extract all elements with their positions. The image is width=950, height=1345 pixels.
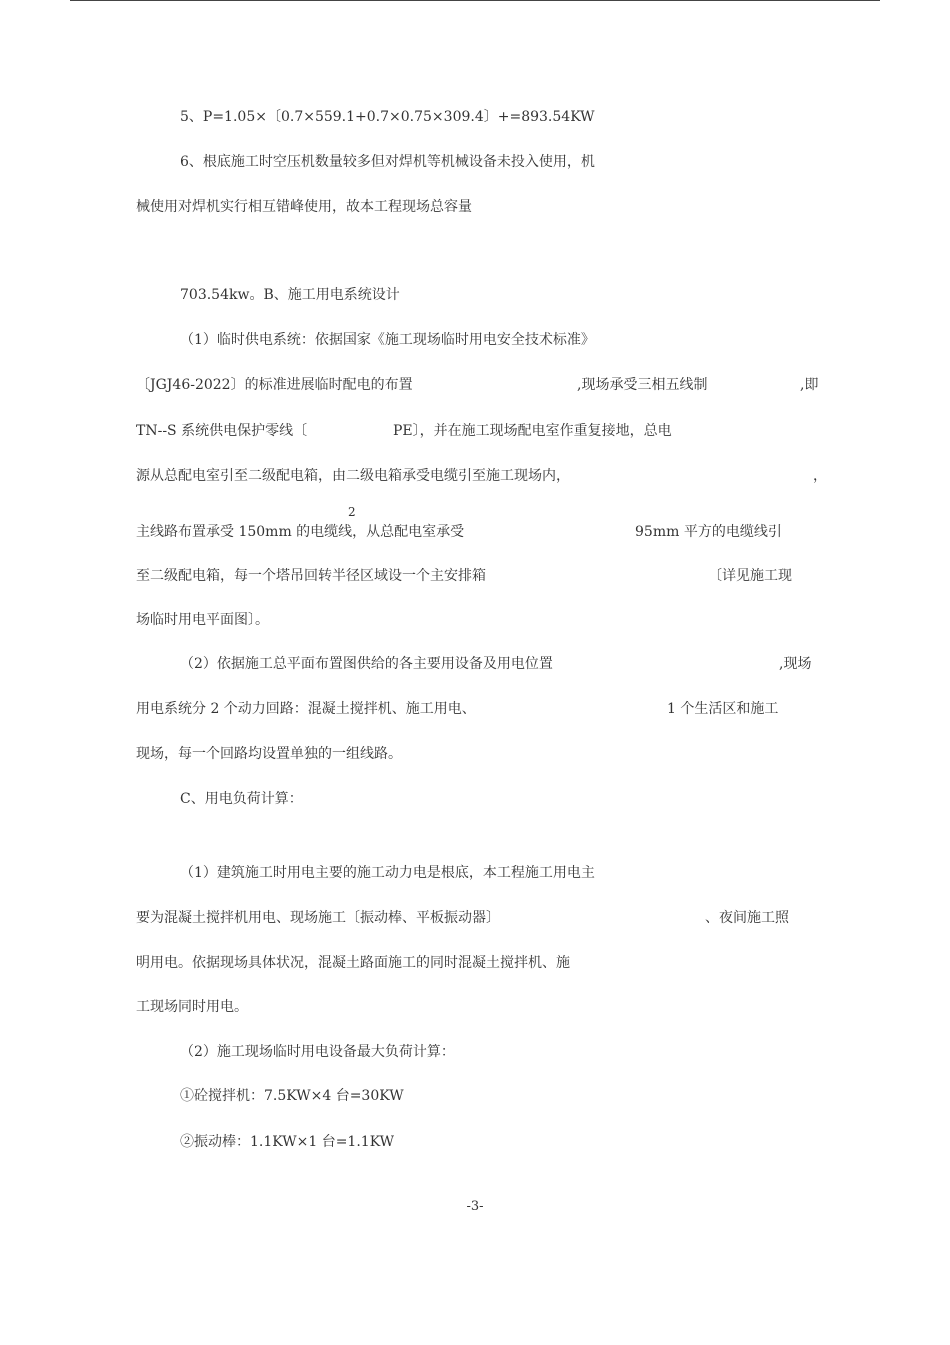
paragraph-line: TN--S 系统供电保护零线〔 xyxy=(136,423,308,439)
paragraph-line: ,即 xyxy=(800,377,819,393)
paragraph-line: ,现场承受三相五线制 xyxy=(577,377,708,393)
list-item: ②振动棒：1.1KW×1 台=1.1KW xyxy=(180,1134,395,1150)
paragraph-line: （1）建筑施工时用电主要的施工动力电是根底，本工程施工用电主 xyxy=(180,865,595,881)
paragraph-line: ， xyxy=(813,468,827,484)
paragraph-line: （2）依据施工总平面布置图供给的各主要用设备及用电位置 xyxy=(180,656,553,672)
paragraph-line: 〔JGJ46-2022〕的标准进展临时配电的布置 xyxy=(136,377,413,393)
paragraph-line: （1）临时供电系统：依据国家《施工现场临时用电安全技术标准》 xyxy=(180,332,595,348)
paragraph-line: 工现场同时用电。 xyxy=(136,999,248,1015)
paragraph-line: PE〕，并在施工现场配电室作重复接地，总电 xyxy=(393,423,672,439)
page-number: -3- xyxy=(466,1199,484,1214)
paragraph-line: 、夜间施工照 xyxy=(705,910,789,926)
paragraph-line: 1 个生活区和施工 xyxy=(667,701,779,717)
paragraph-line: ,现场 xyxy=(779,656,812,672)
paragraph-line: 〔详见施工现 xyxy=(708,568,792,584)
paragraph-line: 95mm 平方的电缆线引 xyxy=(635,524,782,540)
paragraph-line: 6、根底施工时空压机数量较多但对焊机等机械设备未投入使用，机 xyxy=(180,154,595,170)
list-item: ①砼搅拌机：7.5KW×4 台=30KW xyxy=(180,1088,404,1104)
header-rule xyxy=(70,0,880,1)
paragraph-line: 械使用对焊机实行相互错峰使用，故本工程现场总容量 xyxy=(136,199,472,215)
paragraph-line: （2）施工现场临时用电设备最大负荷计算： xyxy=(180,1044,455,1060)
paragraph-line: 源从总配电室引至二级配电箱，由二级电箱承受电缆引至施工现场内， xyxy=(136,468,570,484)
section-heading-b: 703.54kw。B、施工用电系统设计 xyxy=(180,287,400,303)
paragraph-line: 主线路布置承受 150mm 的电缆线，从总配电室承受 xyxy=(136,524,465,540)
paragraph-line: 明用电。依据现场具体状况，混凝土路面施工的同时混凝土搅拌机、施 xyxy=(136,955,570,971)
paragraph-line: 要为混凝土搅拌机用电、现场施工〔振动棒、平板振动器〕 xyxy=(136,910,500,926)
section-heading-c: C、用电负荷计算： xyxy=(180,791,303,807)
paragraph-line: 至二级配电箱，每一个塔吊回转半径区域设一个主安排箱 xyxy=(136,568,486,584)
superscript-2: 2 xyxy=(348,505,356,519)
paragraph-line: 现场，每一个回路均设置单独的一组线路。 xyxy=(136,746,402,762)
paragraph-line: 场临时用电平面图〕。 xyxy=(136,612,269,628)
formula-line: 5、P=1.05×〔0.7×559.1+0.7×0.75×309.4〕+=893.54KW xyxy=(180,109,595,125)
paragraph-line: 用电系统分 2 个动力回路：混凝土搅拌机、施工用电、 xyxy=(136,701,476,717)
